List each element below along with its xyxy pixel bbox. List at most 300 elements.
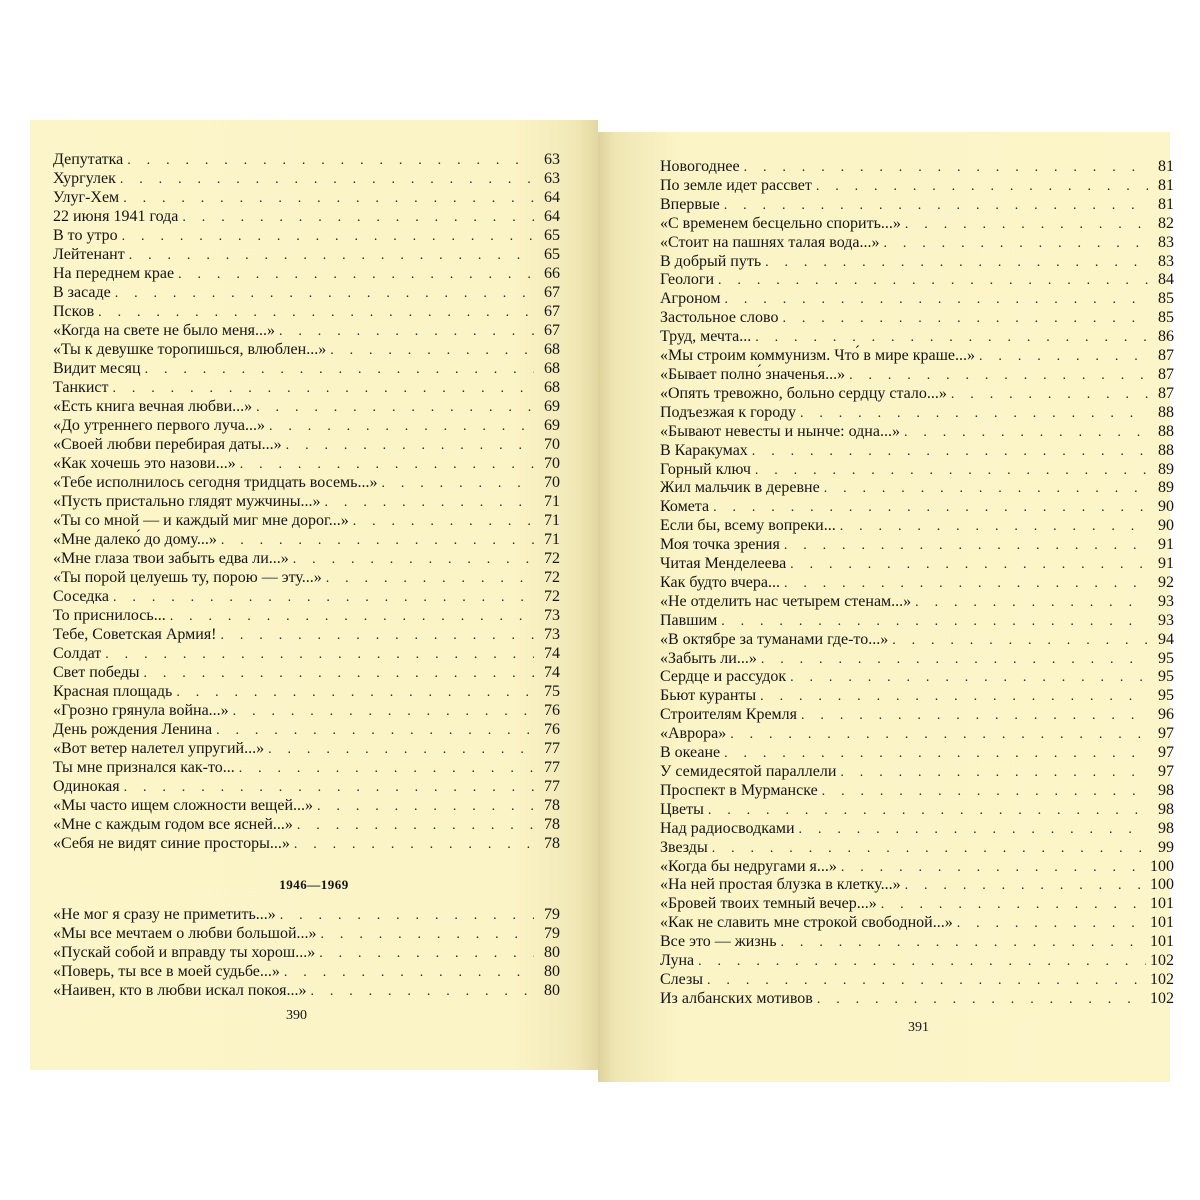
toc-dot-leader xyxy=(725,290,1149,309)
toc-entry-title: Цветы xyxy=(660,800,704,818)
toc-entry-page: 102 xyxy=(1150,952,1174,970)
toc-entry-page: 72 xyxy=(544,588,560,605)
toc-entry-title: Геологи xyxy=(660,271,715,289)
toc-entry-title: Проспект в Мурманске xyxy=(660,781,818,799)
toc-entry xyxy=(53,321,560,340)
toc-entry-title: В Каракумах xyxy=(660,441,748,459)
toc-entry-title: Лейтенант xyxy=(53,246,125,263)
toc-entry-title: Слезы xyxy=(660,970,704,988)
toc-dot-leader xyxy=(124,778,534,797)
toc-dot-leader xyxy=(801,706,1148,725)
toc-entry xyxy=(53,264,560,283)
toc-entry-title: «Ты со мной — и каждый миг мне дорог...» xyxy=(53,512,349,529)
toc-dot-leader xyxy=(849,366,1148,385)
toc-dot-leader xyxy=(824,479,1148,498)
toc-entry xyxy=(53,758,560,777)
toc-entry-title: Моя точка зрения xyxy=(660,536,780,554)
toc-entry-title: Горный ключ xyxy=(660,460,751,478)
toc-entry xyxy=(660,630,1174,649)
toc-entry-page: 80 xyxy=(544,982,560,999)
toc-dot-leader xyxy=(892,631,1148,650)
toc-entry xyxy=(53,207,560,226)
toc-entry xyxy=(660,233,1174,252)
toc-entry-title: «До утреннего первого луча...» xyxy=(53,417,265,434)
toc-entry xyxy=(660,384,1174,403)
toc-dot-leader xyxy=(708,801,1148,820)
toc-entry xyxy=(53,682,560,701)
toc-entry-title: Как будто вчера... xyxy=(660,573,780,591)
toc-entry-page: 87 xyxy=(1158,384,1174,402)
toc-dot-leader xyxy=(127,151,534,170)
toc-entry-page: 74 xyxy=(544,664,560,681)
toc-entry-page: 88 xyxy=(1158,403,1174,421)
toc-dot-leader xyxy=(284,963,534,982)
toc-entry-title: Звезды xyxy=(660,838,708,856)
toc-entry-title: «Грозно грянула война...» xyxy=(53,702,229,719)
toc-entry-title: «Мы все мечтаем о любви большой...» xyxy=(53,925,317,942)
toc-entry xyxy=(660,762,1174,781)
toc-dot-leader xyxy=(755,328,1148,347)
toc-entry xyxy=(660,743,1174,762)
toc-dot-leader xyxy=(310,982,534,1001)
toc-dot-leader xyxy=(782,309,1148,328)
toc-entry-page: 73 xyxy=(544,607,560,624)
toc-dot-leader xyxy=(840,517,1148,536)
toc-entry-title: Псков xyxy=(53,303,95,320)
toc-dot-leader xyxy=(113,588,534,607)
toc-entry-title: «Мне далеко́ до дому...» xyxy=(53,531,217,548)
toc-dot-leader xyxy=(221,626,535,645)
toc-entry-page: 91 xyxy=(1158,536,1174,554)
toc-entry-title: Солдат xyxy=(53,645,102,662)
toc-dot-leader xyxy=(178,265,534,284)
toc-entry xyxy=(660,422,1174,441)
toc-entry xyxy=(660,176,1174,195)
toc-entry-page: 82 xyxy=(1158,214,1174,232)
toc-entry-title: «Есть книга вечная любви...» xyxy=(53,398,253,415)
toc-entry xyxy=(660,649,1174,668)
toc-entry-title: «Наивен, кто в любви искал покоя...» xyxy=(53,982,307,999)
toc-entry-title: «С временем бесцельно спорить...» xyxy=(660,214,901,232)
toc-entry-title: Агроном xyxy=(660,290,721,308)
toc-dot-leader xyxy=(881,895,1146,914)
toc-entry-page: 101 xyxy=(1150,895,1174,913)
toc-entry-title: По земле идет рассвет xyxy=(660,176,812,194)
toc-dot-leader xyxy=(784,536,1148,555)
toc-entry-page: 81 xyxy=(1158,195,1174,213)
toc-entry xyxy=(53,169,560,188)
toc-entry-title: Депутатка xyxy=(53,151,124,168)
toc-entry xyxy=(660,195,1174,214)
toc-entry-title: Сердце и рассудок xyxy=(660,668,787,686)
toc-entry-page: 98 xyxy=(1158,800,1174,818)
toc-entry-page: 77 xyxy=(544,759,560,776)
toc-entry xyxy=(660,611,1174,630)
toc-entry-title: «Поверь, ты все в моей судьбе...» xyxy=(53,963,280,980)
toc-entry xyxy=(53,981,560,1000)
toc-dot-leader xyxy=(216,721,534,740)
toc-dot-leader xyxy=(233,702,534,721)
page-number-right: 391 xyxy=(908,1020,929,1035)
toc-entry xyxy=(660,573,1174,592)
toc-entry xyxy=(660,800,1174,819)
toc-entry-title: «Забыть ли...» xyxy=(660,649,757,667)
toc-entry-title: «Стоит на пашнях талая вода...» xyxy=(660,233,880,251)
toc-dot-leader xyxy=(915,593,1148,612)
toc-entry xyxy=(660,932,1174,951)
toc-entry-title: То приснилось... xyxy=(53,607,166,624)
toc-dot-leader xyxy=(280,906,534,925)
toc-entry-page: 76 xyxy=(544,702,560,719)
toc-entry xyxy=(53,943,560,962)
toc-entry xyxy=(660,724,1174,743)
toc-entry xyxy=(660,289,1174,308)
toc-entry xyxy=(53,905,560,924)
toc-entry-title: «Бывают невесты и нынче: одна...» xyxy=(660,422,900,440)
toc-entry-title: «Бровей твоих темный вечер...» xyxy=(660,895,877,913)
toc-entry-title: Все это — жизнь xyxy=(660,933,777,951)
toc-dot-leader xyxy=(951,385,1148,404)
toc-entry-title: 22 июня 1941 года xyxy=(53,208,179,225)
toc-dot-leader xyxy=(841,858,1146,877)
toc-dot-leader xyxy=(979,347,1148,366)
toc-dot-leader xyxy=(144,664,535,683)
toc-entry-page: 97 xyxy=(1158,725,1174,743)
toc-entry xyxy=(660,403,1174,422)
toc-dot-leader xyxy=(326,569,534,588)
toc-entry-title: В добрый путь xyxy=(660,252,762,270)
toc-dot-leader xyxy=(98,303,534,322)
toc-entry-title: В засаде xyxy=(53,284,111,301)
toc-entry-title: Над радиосводками xyxy=(660,819,795,837)
toc-entry-page: 68 xyxy=(544,379,560,396)
toc-entry xyxy=(53,340,560,359)
toc-entry-title: «Опять тревожно, больно сердцу стало...» xyxy=(660,384,947,402)
toc-entry-page: 63 xyxy=(544,151,560,168)
toc-entry xyxy=(660,516,1174,535)
toc-entry-page: 95 xyxy=(1158,649,1174,667)
toc-entry-page: 85 xyxy=(1158,290,1174,308)
toc-entry-title: Тебе, Советская Армия! xyxy=(53,626,217,643)
toc-entry-page: 99 xyxy=(1158,838,1174,856)
toc-dot-leader xyxy=(799,820,1148,839)
toc-entry-page: 86 xyxy=(1158,328,1174,346)
toc-entry xyxy=(660,157,1174,176)
toc-entry-page: 98 xyxy=(1158,819,1174,837)
toc-dot-leader xyxy=(279,322,534,341)
toc-entry-page: 98 xyxy=(1158,781,1174,799)
toc-dot-leader xyxy=(129,246,534,265)
toc-list-left-part2 xyxy=(53,905,560,1000)
toc-entry xyxy=(660,667,1174,686)
toc-entry-page: 85 xyxy=(1158,309,1174,327)
toc-dot-leader xyxy=(840,763,1148,782)
toc-entry-page: 95 xyxy=(1158,668,1174,686)
toc-entry xyxy=(660,989,1174,1008)
toc-entry xyxy=(53,625,560,644)
toc-entry-page: 92 xyxy=(1158,573,1174,591)
toc-entry-page: 100 xyxy=(1150,876,1174,894)
toc-entry xyxy=(53,530,560,549)
toc-dot-leader xyxy=(120,170,534,189)
toc-entry-page: 77 xyxy=(544,740,560,757)
toc-entry-page: 89 xyxy=(1158,460,1174,478)
toc-entry-page: 66 xyxy=(544,265,560,282)
toc-entry xyxy=(660,913,1174,932)
toc-entry xyxy=(660,838,1174,857)
toc-entry xyxy=(660,441,1174,460)
toc-entry xyxy=(660,252,1174,271)
toc-entry-title: «Мы строим коммунизм. Что́ в мире краше...» xyxy=(660,347,976,365)
toc-entry xyxy=(53,302,560,321)
toc-dot-leader xyxy=(781,933,1146,952)
toc-entry-title: День рождения Ленина xyxy=(53,721,213,738)
toc-dot-leader xyxy=(790,555,1148,574)
toc-entry-page: 70 xyxy=(544,474,560,491)
toc-entry xyxy=(53,606,560,625)
toc-entry-title: Труд, мечта... xyxy=(660,328,752,346)
toc-entry-page: 101 xyxy=(1150,933,1174,951)
toc-entry-page: 94 xyxy=(1158,630,1174,648)
toc-entry-title: «Пускай собой и вправду ты хорош...» xyxy=(53,944,316,961)
toc-entry-title: У семидесятой параллели xyxy=(660,763,837,780)
toc-dot-leader xyxy=(269,417,534,436)
toc-entry xyxy=(53,962,560,981)
toc-entry-title: Танкист xyxy=(53,379,109,396)
toc-entry-title: «Тебе исполнилось сегодня тридцать восемь...» xyxy=(53,474,378,491)
toc-entry-title: «Мне с каждым годом все ясней...» xyxy=(53,816,293,833)
toc-entry-title: Видит месяц xyxy=(53,360,141,377)
toc-entry xyxy=(53,663,560,682)
toc-dot-leader xyxy=(176,683,534,702)
toc-entry-page: 69 xyxy=(544,417,560,434)
toc-dot-leader xyxy=(784,574,1148,593)
toc-entry-page: 97 xyxy=(1158,744,1174,762)
toc-dot-leader xyxy=(286,436,534,455)
toc-entry xyxy=(53,454,560,473)
toc-entry-title: «Вот ветер налетел упругий...» xyxy=(53,740,265,757)
toc-entry xyxy=(53,924,560,943)
toc-entry xyxy=(660,214,1174,233)
section-heading: 1946—1969 xyxy=(279,877,349,892)
toc-entry xyxy=(53,815,560,834)
toc-entry-page: 90 xyxy=(1158,517,1174,535)
toc-entry xyxy=(660,365,1174,384)
toc-dot-leader xyxy=(724,744,1148,763)
toc-entry-title: «Ты порой целуешь ту, порою — эту...» xyxy=(53,569,322,586)
toc-entry xyxy=(660,346,1174,365)
toc-entry-title: «На ней простая блузка в клетку...» xyxy=(660,876,901,894)
toc-entry xyxy=(53,568,560,587)
toc-dot-leader xyxy=(790,668,1148,687)
toc-entry-page: 73 xyxy=(544,626,560,643)
toc-entry-page: 67 xyxy=(544,284,560,301)
toc-entry-page: 69 xyxy=(544,398,560,415)
toc-entry-page: 89 xyxy=(1158,479,1174,497)
toc-entry-page: 88 xyxy=(1158,441,1174,459)
toc-dot-leader xyxy=(707,971,1146,990)
toc-list-right xyxy=(660,157,1174,1008)
toc-entry xyxy=(53,397,560,416)
toc-entry-page: 102 xyxy=(1150,989,1174,1007)
toc-entry-title: Подъезжая к городу xyxy=(660,403,796,421)
toc-dot-leader xyxy=(817,990,1146,1009)
toc-entry xyxy=(53,511,560,530)
toc-entry xyxy=(53,644,560,663)
toc-entry xyxy=(660,970,1174,989)
toc-dot-leader xyxy=(822,782,1148,801)
toc-entry xyxy=(53,359,560,378)
toc-entry-page: 93 xyxy=(1158,592,1174,610)
toc-entry-title: Впервые xyxy=(660,195,720,213)
toc-entry-title: Новогоднее xyxy=(660,158,740,175)
toc-entry-title: Улуг-Хем xyxy=(53,189,120,206)
toc-dot-leader xyxy=(712,839,1148,858)
toc-dot-leader xyxy=(293,550,534,569)
toc-entry-page: 75 xyxy=(544,683,560,700)
toc-entry-title: «Мы часто ищем сложности вещей...» xyxy=(53,797,314,814)
toc-dot-leader xyxy=(724,196,1148,215)
toc-dot-leader xyxy=(800,404,1148,423)
toc-entry-page: 70 xyxy=(544,436,560,453)
toc-entry-title: Соседка xyxy=(53,588,110,605)
toc-entry xyxy=(53,245,560,264)
book-spread xyxy=(30,120,1174,1075)
toc-entry-title: Если бы, всему вопреки... xyxy=(660,517,836,535)
toc-entry-page: 83 xyxy=(1158,233,1174,251)
toc-entry-page: 77 xyxy=(544,778,560,795)
toc-entry-title: Застольное слово xyxy=(660,309,779,327)
toc-entry-title: В океане xyxy=(660,744,721,762)
toc-dot-leader xyxy=(718,271,1148,290)
toc-entry-page: 78 xyxy=(544,835,560,852)
toc-entry-page: 67 xyxy=(544,303,560,320)
toc-entry xyxy=(53,416,560,435)
toc-dot-leader xyxy=(713,498,1148,517)
toc-entry-page: 93 xyxy=(1158,611,1174,629)
toc-entry-page: 101 xyxy=(1150,914,1174,932)
toc-entry-title: Ты мне признался как-то... xyxy=(53,759,235,776)
toc-dot-leader xyxy=(123,189,534,208)
toc-entry-page: 90 xyxy=(1158,498,1174,516)
toc-entry xyxy=(53,587,560,606)
toc-entry-title: Одинокая xyxy=(53,778,120,795)
toc-entry-title: Из албанских мотивов xyxy=(660,989,813,1007)
toc-entry-page: 87 xyxy=(1158,347,1174,365)
toc-entry xyxy=(660,327,1174,346)
toc-entry-title: «Бывает полно́ значенья...» xyxy=(660,365,846,383)
toc-entry-page: 84 xyxy=(1158,271,1174,289)
toc-entry-title: «Когда бы недругами я...» xyxy=(660,857,837,875)
toc-dot-leader xyxy=(761,650,1148,669)
toc-entry xyxy=(660,781,1174,800)
toc-entry-page: 63 xyxy=(544,170,560,187)
toc-dot-leader xyxy=(239,759,534,778)
toc-entry-title: «Не отделить нас четырем стенам...» xyxy=(660,592,912,610)
toc-dot-leader xyxy=(755,461,1148,480)
toc-dot-leader xyxy=(268,740,534,759)
toc-dot-leader xyxy=(317,797,534,816)
toc-dot-leader xyxy=(319,944,534,963)
toc-dot-leader xyxy=(883,234,1148,253)
toc-entry xyxy=(660,857,1174,876)
toc-entry-title: «Когда на свете не было меня...» xyxy=(53,322,275,339)
page-number-left: 390 xyxy=(286,1008,307,1023)
toc-dot-leader xyxy=(325,493,534,512)
toc-entry-page: 71 xyxy=(544,531,560,548)
toc-entry-page: 80 xyxy=(544,944,560,961)
right-page xyxy=(598,132,1174,1082)
toc-entry xyxy=(660,460,1174,479)
toc-entry-title: «Ты к девушке торопишься, влюблен...» xyxy=(53,341,327,358)
toc-dot-leader xyxy=(765,253,1148,272)
toc-dot-leader xyxy=(905,215,1148,234)
toc-entry xyxy=(53,188,560,207)
toc-entry-title: Красная площадь xyxy=(53,683,173,700)
toc-entry xyxy=(660,592,1174,611)
toc-dot-leader xyxy=(760,687,1148,706)
toc-entry xyxy=(660,535,1174,554)
toc-dot-leader xyxy=(730,725,1148,744)
toc-entry-page: 65 xyxy=(544,227,560,244)
toc-entry xyxy=(53,226,560,245)
toc-entry xyxy=(53,549,560,568)
toc-entry-page: 78 xyxy=(544,797,560,814)
toc-dot-leader xyxy=(698,952,1146,971)
toc-entry xyxy=(660,951,1174,970)
toc-entry xyxy=(53,378,560,397)
toc-entry xyxy=(53,701,560,720)
toc-dot-leader xyxy=(905,876,1146,895)
toc-entry-page: 68 xyxy=(544,341,560,358)
toc-entry-title: «Не мог я сразу не приметить...» xyxy=(53,906,276,923)
toc-entry-title: Читая Менделеева xyxy=(660,555,787,573)
toc-entry-page: 78 xyxy=(544,816,560,833)
toc-entry xyxy=(660,819,1174,838)
toc-entry-title: На переднем крае xyxy=(53,265,175,282)
toc-list-left-part1 xyxy=(53,150,560,853)
toc-dot-leader xyxy=(381,474,534,493)
toc-dot-leader xyxy=(182,208,534,227)
toc-dot-leader xyxy=(240,455,534,474)
toc-entry-page: 102 xyxy=(1150,970,1174,988)
toc-entry xyxy=(660,497,1174,516)
toc-entry-title: «В октябре за туманами где-то...» xyxy=(660,630,889,648)
toc-entry-title: «Как хочешь это назови...» xyxy=(53,455,236,472)
toc-entry-page: 74 xyxy=(544,645,560,662)
toc-entry xyxy=(53,150,560,169)
toc-dot-leader xyxy=(721,612,1148,631)
toc-entry-page: 64 xyxy=(544,189,560,206)
toc-dot-leader xyxy=(330,341,534,360)
toc-dot-leader xyxy=(904,423,1148,442)
toc-entry xyxy=(53,473,560,492)
toc-dot-leader xyxy=(752,442,1148,461)
toc-entry xyxy=(660,894,1174,913)
toc-entry-title: Луна xyxy=(660,952,695,970)
toc-dot-leader xyxy=(294,835,534,854)
toc-dot-leader xyxy=(105,645,534,664)
toc-entry-title: Жил мальчик в деревне xyxy=(660,479,820,497)
toc-dot-leader xyxy=(170,607,534,626)
toc-entry-page: 67 xyxy=(544,322,560,339)
toc-entry xyxy=(660,270,1174,289)
toc-entry-title: «Аврора» xyxy=(660,725,727,743)
toc-entry-page: 80 xyxy=(544,963,560,980)
toc-entry xyxy=(53,435,560,454)
toc-entry-page: 79 xyxy=(544,906,560,923)
toc-entry-page: 71 xyxy=(544,493,560,510)
